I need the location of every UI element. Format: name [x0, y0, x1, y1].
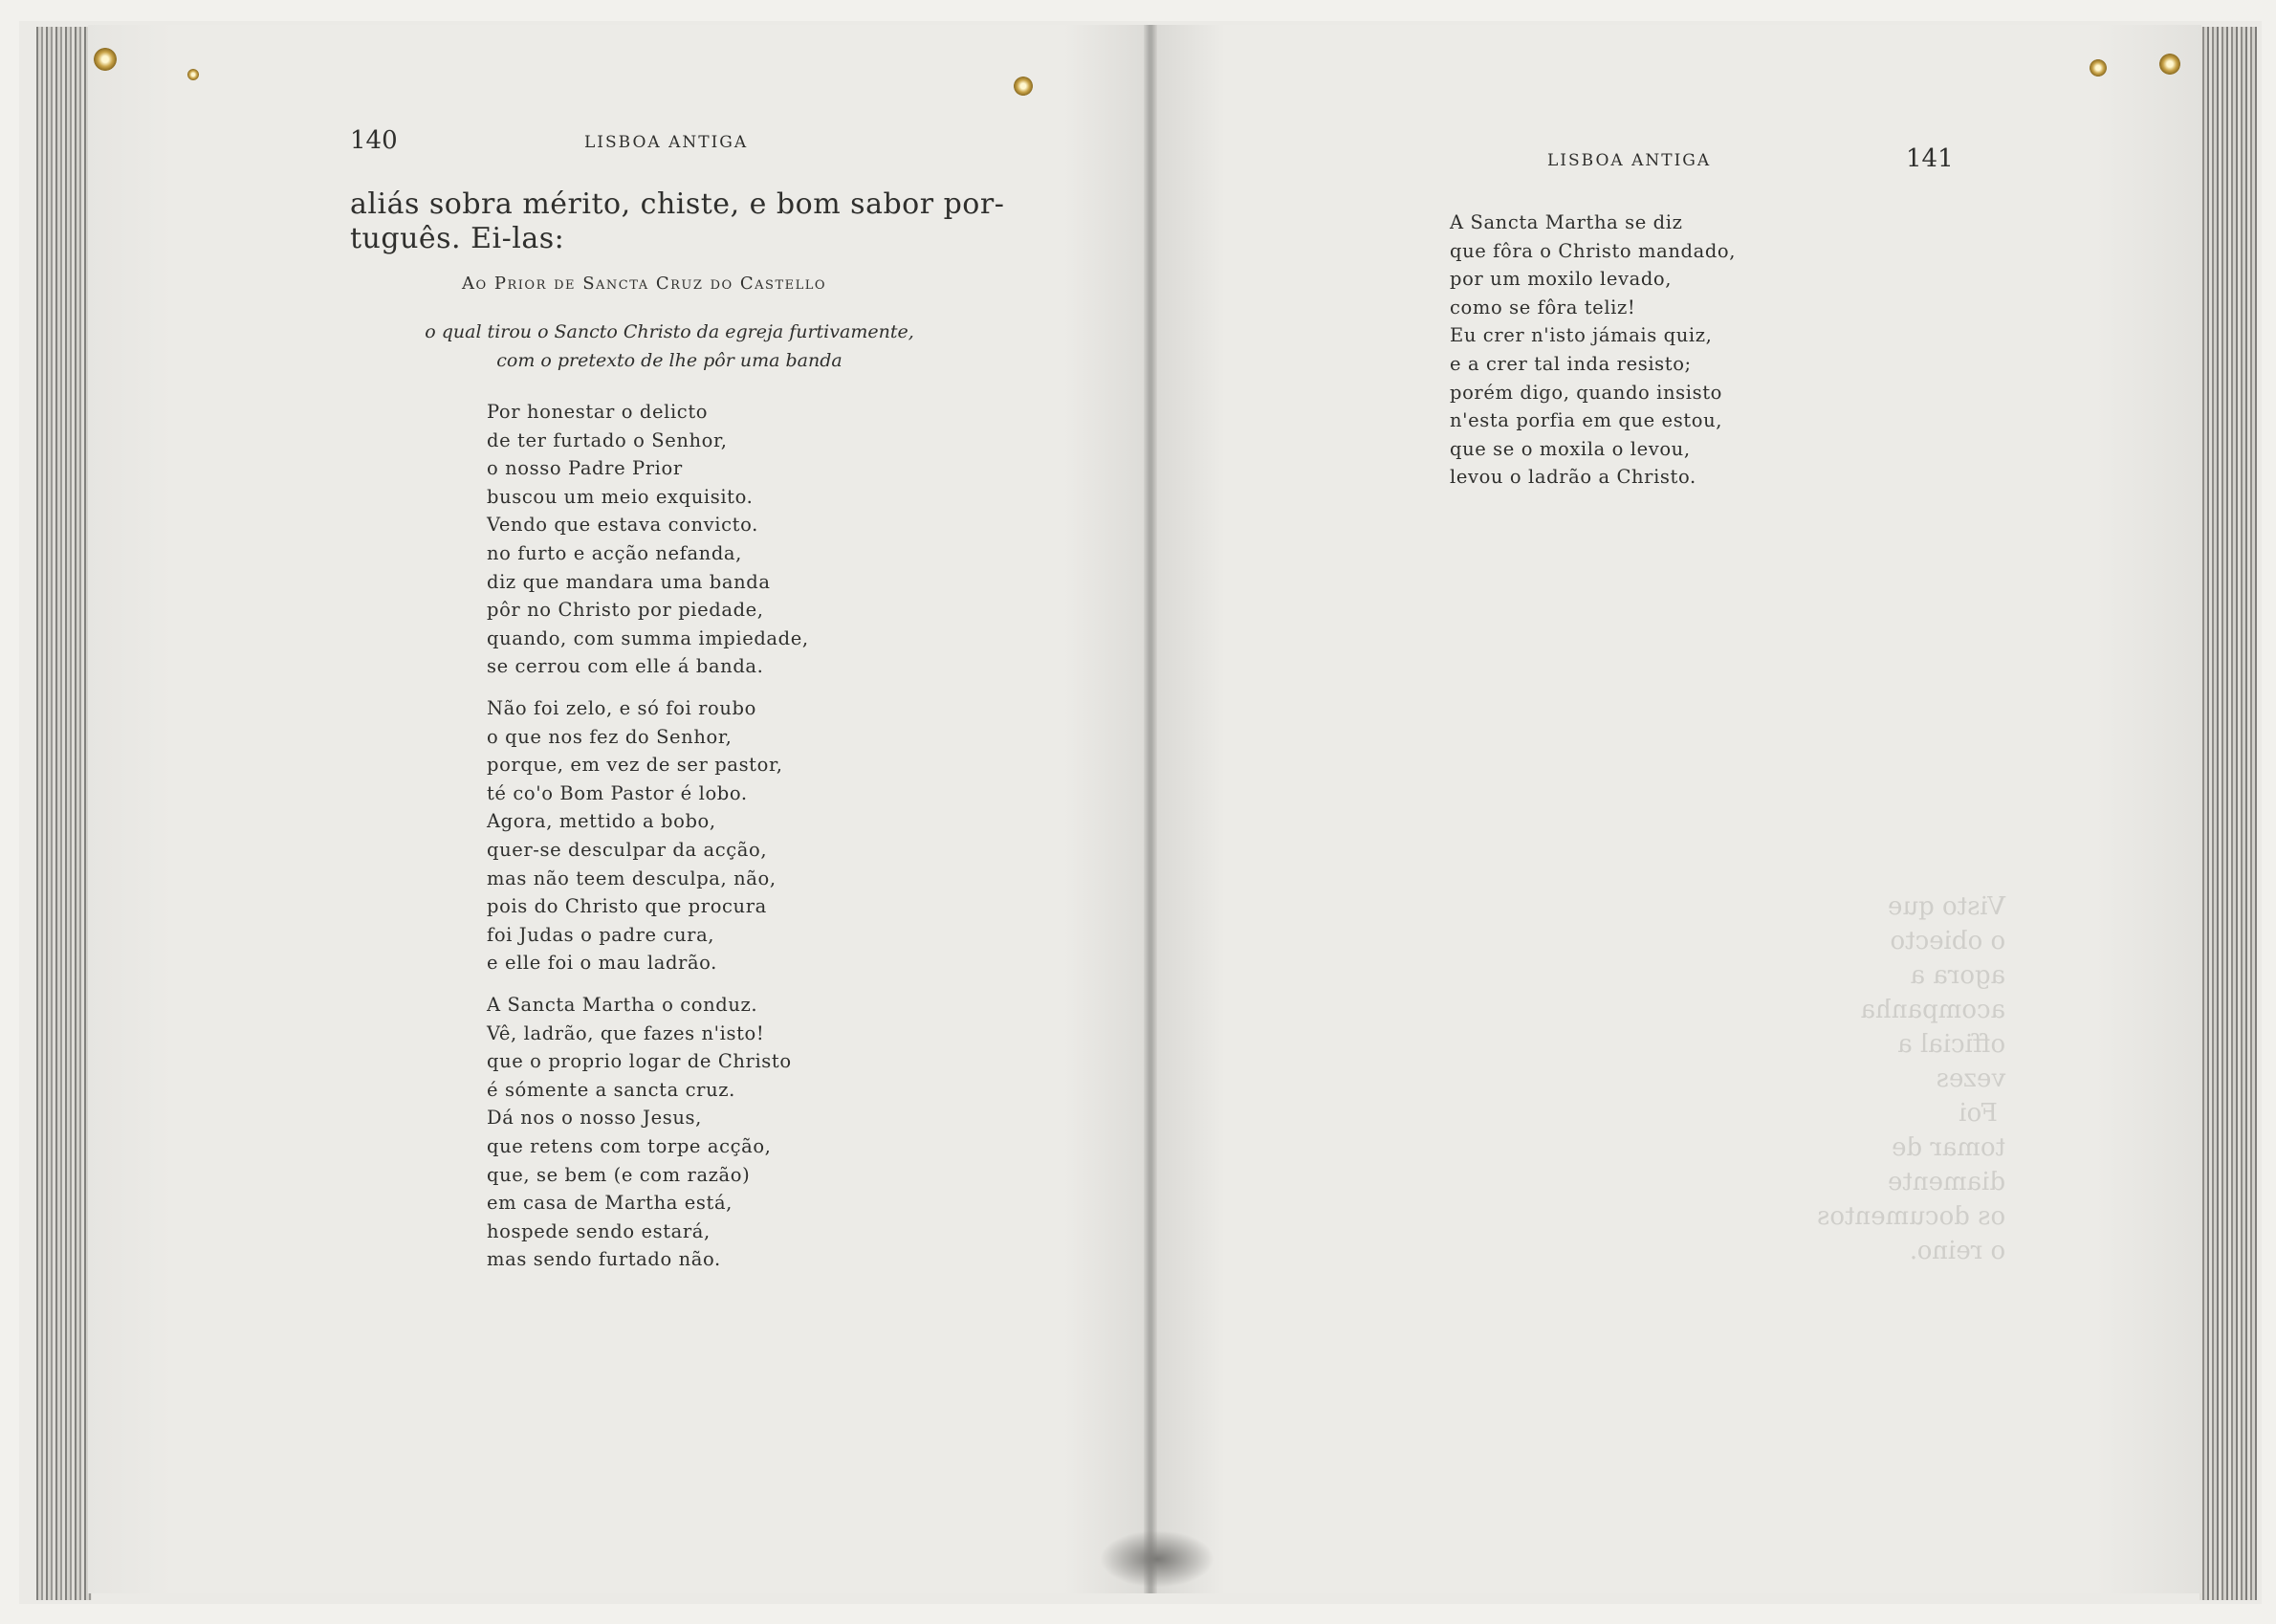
verse-line: mas sendo furtado não. [487, 1248, 721, 1271]
verse-line: porém digo, quando insisto [1450, 381, 1722, 404]
verse-line: Não foi zelo, e só foi roubo [487, 697, 756, 719]
verse-line: e a crer tal inda resisto; [1450, 352, 1692, 375]
verse-line: A Sancta Martha se diz [1450, 211, 1683, 233]
verse-line: A Sancta Martha o conduz. [487, 994, 758, 1016]
verse-line: que, se bem (e com razão) [487, 1163, 751, 1186]
verse-line: mas não teem desculpa, não, [487, 867, 777, 889]
verse-line: Dá nos o nosso Jesus, [487, 1107, 702, 1130]
pin-mark [94, 48, 117, 71]
verse-line: Vê, ladrão, que fazes n'isto! [487, 1021, 765, 1044]
dedication-title: Ao Prior de Sancta Cruz do Castello [462, 274, 827, 294]
verse-line: levou o ladrão a Christo. [1450, 466, 1696, 489]
dedication-subtitle [383, 318, 956, 375]
verse-line: porque, em vez de ser pastor, [487, 754, 783, 777]
verse-line: buscou um meio exquisito. [487, 485, 754, 508]
lead-line: aliás sobra mérito, chiste, e bom sabor por- [350, 187, 1005, 221]
verse-line: e elle foi o mau ladrão. [487, 952, 717, 975]
page-number-right: 141 [1906, 144, 1954, 173]
dedication-subtitle-line: com o pretexto de lhe pôr uma banda [496, 350, 843, 371]
book-edge-left [36, 27, 92, 1600]
verse-line: como se fôra teliz! [1450, 296, 1636, 318]
verse-line: Vendo que estava convicto. [487, 514, 758, 537]
stanza-1 [487, 398, 809, 681]
verse-line: té co'o Bom Pastor é lobo. [487, 781, 748, 804]
pin-mark [187, 69, 199, 80]
running-head-right: LISBOA ANTIGA [1547, 151, 1712, 170]
verse-line: Por honestar o delicto [487, 401, 709, 423]
show-through-text: Visto que o obiecto agora a acompanha official a vezes Foi tomar de diamente os documentos o reino. [1817, 892, 2006, 1265]
lead-line: tuguês. Ei-las: [350, 222, 565, 255]
dedication-subtitle-line: o qual tirou o Sancto Christo da egreja furtivamente, [425, 321, 914, 342]
verse-line: que o proprio logar de Christo [487, 1050, 792, 1073]
verse-line: que retens com torpe acção, [487, 1134, 772, 1157]
book-gutter [1144, 25, 1157, 1593]
running-head-left: LISBOA ANTIGA [584, 133, 749, 152]
verse-line: Agora, mettido a bobo, [487, 810, 716, 833]
verse-line: o que nos fez do Senhor, [487, 725, 733, 748]
stanza-2 [487, 694, 783, 977]
pin-mark [2090, 59, 2107, 77]
verse-line: se cerrou com elle á banda. [487, 655, 764, 678]
verse-line: quando, com summa impiedade, [487, 626, 809, 649]
verse-line: hospede sendo estará, [487, 1219, 711, 1242]
verse-line: em casa de Martha está, [487, 1192, 733, 1215]
verse-line: o nosso Padre Prior [487, 457, 683, 480]
verse-line: foi Judas o padre cura, [487, 923, 715, 946]
verse-line: de ter furtado o Senhor, [487, 428, 728, 451]
verse-line: diz que mandara uma banda [487, 570, 771, 593]
stanza-right [1450, 208, 1736, 492]
book-edge-right [2199, 27, 2257, 1600]
pin-mark [1014, 77, 1033, 96]
page-number-left: 140 [350, 126, 398, 155]
verse-line: pôr no Christo por piedade, [487, 599, 764, 622]
verse-line: que se o moxila o levou, [1450, 437, 1691, 460]
gutter-shadow [1100, 1530, 1215, 1588]
verse-line: é sómente a sancta cruz. [487, 1078, 735, 1101]
verse-line: quer-se desculpar da acção, [487, 838, 768, 861]
stanza-3 [487, 991, 792, 1274]
verse-line: no furto e acção nefanda, [487, 541, 742, 564]
verse-line: que fôra o Christo mandado, [1450, 239, 1737, 262]
verse-line: n'esta porfia em que estou, [1450, 409, 1723, 432]
pin-mark [2159, 54, 2180, 75]
verse-line: por um moxilo levado, [1450, 268, 1673, 291]
verse-line: pois do Christo que procura [487, 895, 767, 918]
verse-line: Eu crer n'isto jámais quiz, [1450, 324, 1713, 347]
lead-paragraph [350, 187, 1005, 256]
